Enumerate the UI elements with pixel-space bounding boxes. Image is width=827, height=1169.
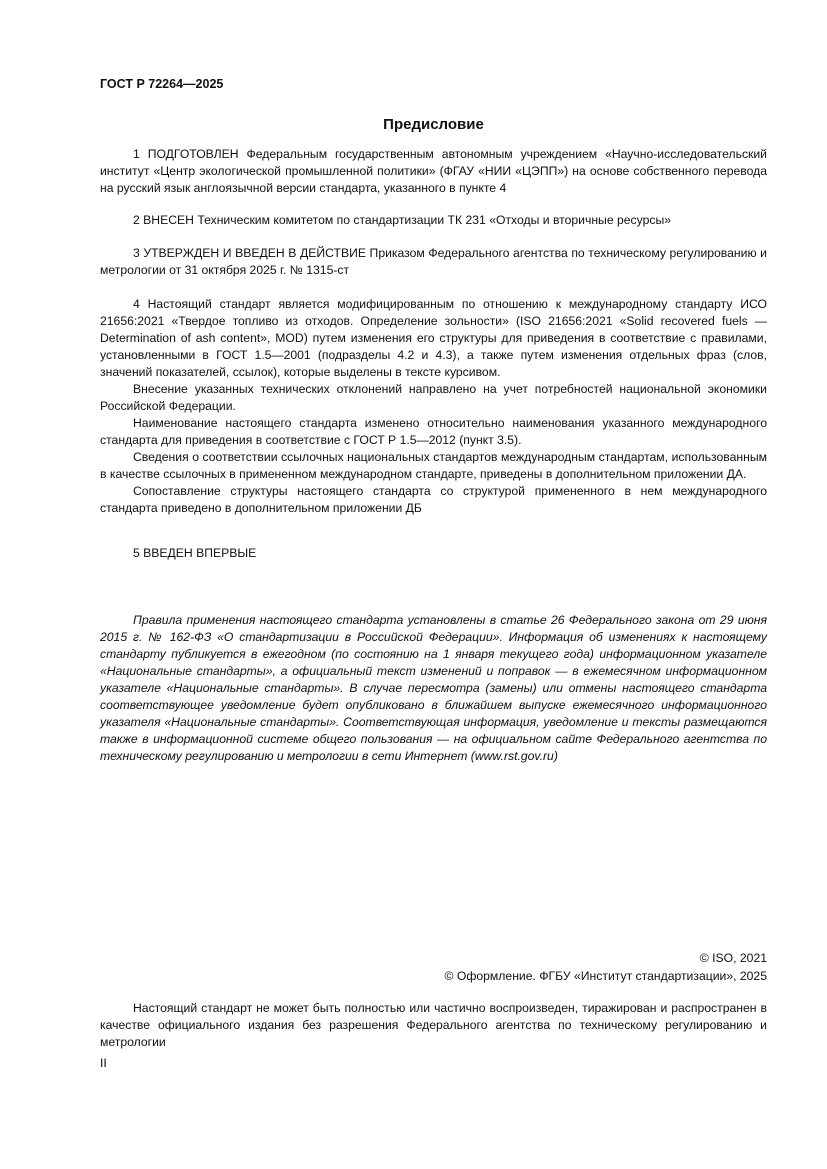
reproduction-notice-text: Настоящий стандарт не может быть полностью или частично воспроизведен, тиражирован и распространен в качестве официального издания без разрешения Федерального агентства по техническому регулированию и метрологии [100,1001,767,1049]
reproduction-notice [100,1000,767,1051]
iso-copyright: © ISO, 2021 [699,951,767,965]
item-2 [100,212,767,229]
item-4-paragraph-3: Наименование настоящего стандарта изменено относительно наименования указанного международного стандарта для приведения в соответствие с ГОСТ Р 1.5—2012 (пункт 3.5). [100,416,767,447]
item-1-paragraph-1: 1 ПОДГОТОВЛЕН Федеральным государственным автономным учреждением «Научно-исследовательский институт «Центр экологической промышленной политики» (ФГАУ «НИИ «ЦЭПП») на основе собственного перевода на русский язык англоязычной версии стандарта, указанного в пункте 4 [100,147,767,195]
item-3-paragraph-1: 3 УТВЕРЖДЕН И ВВЕДЕН В ДЕЙСТВИЕ Приказом Федерального агентства по техническому регулированию и метрологии от 31 октября 2025 г. № 1315-ст [100,246,767,277]
page-number: II [100,1056,107,1070]
design-copyright: © Оформление. ФГБУ «Институт стандартизации», 2025 [444,969,767,983]
item-5 [100,545,767,562]
notice-text: Правила применения настоящего стандарта установлены в статье 26 Федерального закона от 29 июня 2015 г. № 162-ФЗ «О стандартизации в Российской Федерации». Информация об изменениях к настоящему стандарту публикуется в ежегодном (по состоянию на 1 января текущего года) информационном указателе «Национальные стандарты», а официальный текст изменений и поправок — в ежемесячном информационном указателе «Национальные стандарты». В случае пересмотра (замены) или отмены настоящего стандарта соответствующее уведомление будет опубликовано в ближайшем выпуске ежемесячного информационного указателя «Национальные стандарты». Соответствующая информация, уведомление и тексты размещаются также в информационной системе общего пользования — на официальном сайте Федерального агентства по техническому регулированию и метрологии в сети Интернет (www.rst.gov.ru) [100,613,767,763]
standard-application-notice [100,612,767,765]
item-4-paragraph-4: Сведения о соответствии ссылочных национальных стандартов международным стандартам, использованным в качестве ссылочных в примененном международном стандарте, приведены в дополнительном приложении ДА. [100,450,767,481]
item-1 [100,146,767,197]
item-2-paragraph-1: 2 ВНЕСЕН Техническим комитетом по стандартизации ТК 231 «Отходы и вторичные ресурсы» [133,213,672,227]
document-header: ГОСТ Р 72264—2025 [100,77,224,91]
copyright-block [445,949,768,985]
item-4-paragraph-5: Сопоставление структуры настоящего стандарта со структурой примененного в нем международного стандарта приведено в дополнительном приложении ДБ [100,484,767,515]
item-5-paragraph-1: 5 ВВЕДЕН ВПЕРВЫЕ [133,546,257,560]
item-3 [100,245,767,279]
item-4-paragraph-2: Внесение указанных технических отклонений направлено на учет потребностей национальной экономики Российской Федерации. [100,382,767,413]
item-4-paragraph-1: 4 Настоящий стандарт является модифицированным по отношению к международному стандарту ИСО 21656:2021 «Твердое топливо из отходов. Определение зольности» (ISO 21656:2021 «Solid recovered fuels — Determination of ash content», MOD) путем изменения его структуры для приведения в соответствие с правилами, установленными в ГОСТ 1.5—2001 (подразделы 4.2 и 4.3), а также путем изменения отдельных фраз (слов, значений показателей, ссылок), которые выделены в тексте курсивом. [100,297,767,379]
page-title: Предисловие [383,116,484,133]
item-4 [100,296,767,517]
